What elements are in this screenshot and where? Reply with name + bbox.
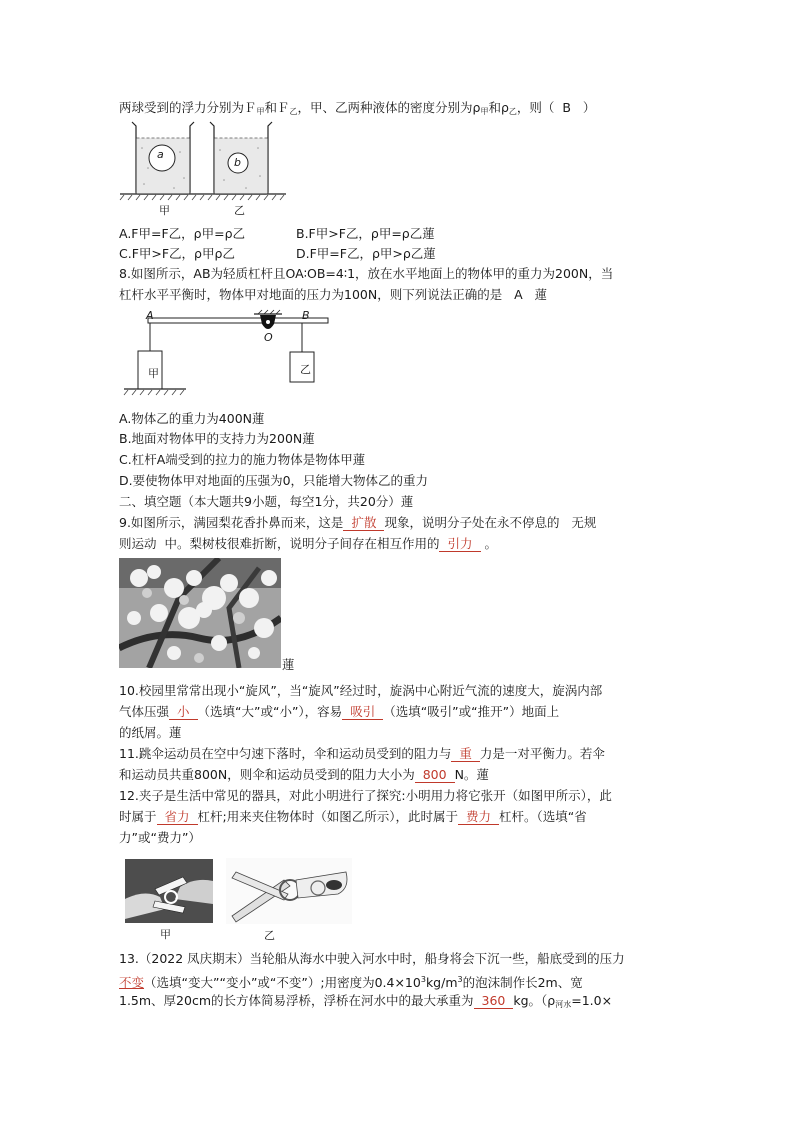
- block-yi-label: 乙: [300, 363, 311, 376]
- q11-line1: 11.跳伞运动员在空中匀速下落时，伞和运动员受到的阻力与 重 力是一对平衡力。若伞: [119, 746, 605, 761]
- q11-blank-2: 800: [415, 767, 455, 783]
- q13-blank-1: 不变: [119, 975, 145, 990]
- q7-options-row1: A.F甲=F乙，ρ甲=ρ乙 B.F甲>F乙，ρ甲=ρ乙蓮: [119, 226, 435, 241]
- q7-option-a: A.F甲=F乙，ρ甲=ρ乙: [119, 226, 246, 241]
- q9-line2: 则运动 中。梨树枝很难折断，说明分子间存在相互作用的 引力 。: [119, 536, 497, 551]
- q10-blank-1: 小: [169, 704, 198, 720]
- q7-option-c: C.F甲>F乙，ρ甲ρ乙: [119, 246, 235, 261]
- lever-point-b: B: [302, 309, 310, 322]
- q10-line1: 10.校园里常常出现小“旋风”，当“旋风”经过时，旋涡中心附近气流的速度大，旋涡内部: [119, 683, 603, 698]
- beaker-jia-caption: 甲: [159, 204, 170, 217]
- clip-photo-jia-caption: 甲: [160, 928, 171, 941]
- q11-line2: 和运动员共重800N，则伞和运动员受到的阻力大小为 800 N。蓮: [119, 767, 489, 782]
- q11-blank-1: 重: [451, 746, 480, 762]
- ball-a-label: a: [157, 148, 164, 161]
- clip-open-photo: [125, 859, 213, 923]
- q10-line3: 的纸屑。蓮: [119, 725, 182, 740]
- q7-option-d: D.F甲=F乙，ρ甲>ρ乙: [296, 246, 424, 261]
- q12-blank-1: 省力: [157, 809, 198, 825]
- q12-line2: 时属于 省力 杠杆;用来夹住物体时（如图乙所示），此时属于 费力 杠杆。（选填“省: [119, 809, 587, 824]
- q8-option-c: C.杠杆A端受到的拉力的施力物体是物体甲蓮: [119, 452, 366, 467]
- q13-line3: 1.5m、厚20cm的长方体简易浮桥，浮桥在河水中的最大承重为 360 kg。（$\rho_{河水}=1.0\times$: [119, 993, 613, 1009]
- q8-option-a: A.物体乙的重力为400N蓮: [119, 411, 265, 426]
- clip-photo-yi-caption: 乙: [264, 929, 275, 942]
- q8-option-d: D.要使物体甲对地面的压强为0，只能增大物体乙的重力: [119, 473, 429, 488]
- q9-blank-1: 扩散: [343, 515, 384, 531]
- q8-option-b: B.地面对物体甲的支持力为200N蓮: [119, 431, 315, 446]
- lever-point-a: A: [146, 309, 154, 322]
- q7-answer: B: [562, 100, 571, 115]
- section-2-title: 二、填空题（本大题共9小题，每空1分，共20分）蓮: [119, 494, 414, 509]
- q12-line1: 12.夹子是生活中常见的器具，对此小明进行了探究:小明用力将它张开（如图甲所示），此: [119, 788, 612, 803]
- q13-blank-2: 360: [474, 993, 514, 1009]
- block-jia-label: 甲: [148, 367, 159, 380]
- clip-holding-photo: [226, 858, 352, 924]
- pear-blossom-photo: [119, 558, 281, 668]
- q8-answer: A: [514, 287, 523, 302]
- q10-line2: 气体压强 小 （选填“大”或“小”），容易 吸引 （选填“吸引”或“推开”）地面上: [119, 704, 560, 719]
- q13-line1: 13.（2022 凤庆期末）当轮船从海水中驶入河水中时，船身将会下沉一些，船底受到的压力: [119, 951, 625, 966]
- q7-beakers-figure: [118, 118, 288, 220]
- q8-stem-line2: 杠杆水平平衡时，物体甲对地面的压力为100N，则下列说法正确的是 A 蓮: [119, 287, 548, 302]
- beaker-yi-caption: 乙: [234, 204, 245, 217]
- q9-blank-3: 引力: [439, 536, 480, 552]
- q13-line2: 不变（选填“变大”“变小”或“不变”）;用密度为$0.4\times 10^3kg/m^3$的泡沫制作长2m、宽: [119, 975, 583, 990]
- q12-blank-2: 费力: [458, 809, 499, 825]
- q10-blank-2: 吸引: [342, 704, 383, 720]
- q9-line1: 9.如图所示，满园梨花香扑鼻而来，这是 扩散 现象，说明分子处在永不停息的 无规: [119, 515, 597, 530]
- q8-stem-line1: 8.如图所示，AB为轻质杠杆且OA∶OB=4∶1，放在水平地面上的物体甲的重力为200N，当: [119, 266, 614, 281]
- q12-line3: 力”或“费力”）: [119, 830, 201, 845]
- q7-stem: 两球受到的浮力分别为Ｆ$_甲$和Ｆ$_乙$，甲、乙两种液体的密度分别为$\rho_甲$和$\rho_乙$，则（ B ）: [119, 100, 596, 116]
- ball-b-label: b: [234, 156, 241, 169]
- q9-blank-2: 无规: [571, 515, 597, 530]
- q7-option-b: B.F甲>F乙，ρ甲=ρ乙: [296, 226, 423, 241]
- q7-options-row2: C.F甲>F乙，ρ甲ρ乙 D.F甲=F乙，ρ甲>ρ乙蓮: [119, 246, 436, 261]
- lever-pivot-o: O: [264, 331, 273, 344]
- stray-mark: 蓮: [282, 657, 295, 672]
